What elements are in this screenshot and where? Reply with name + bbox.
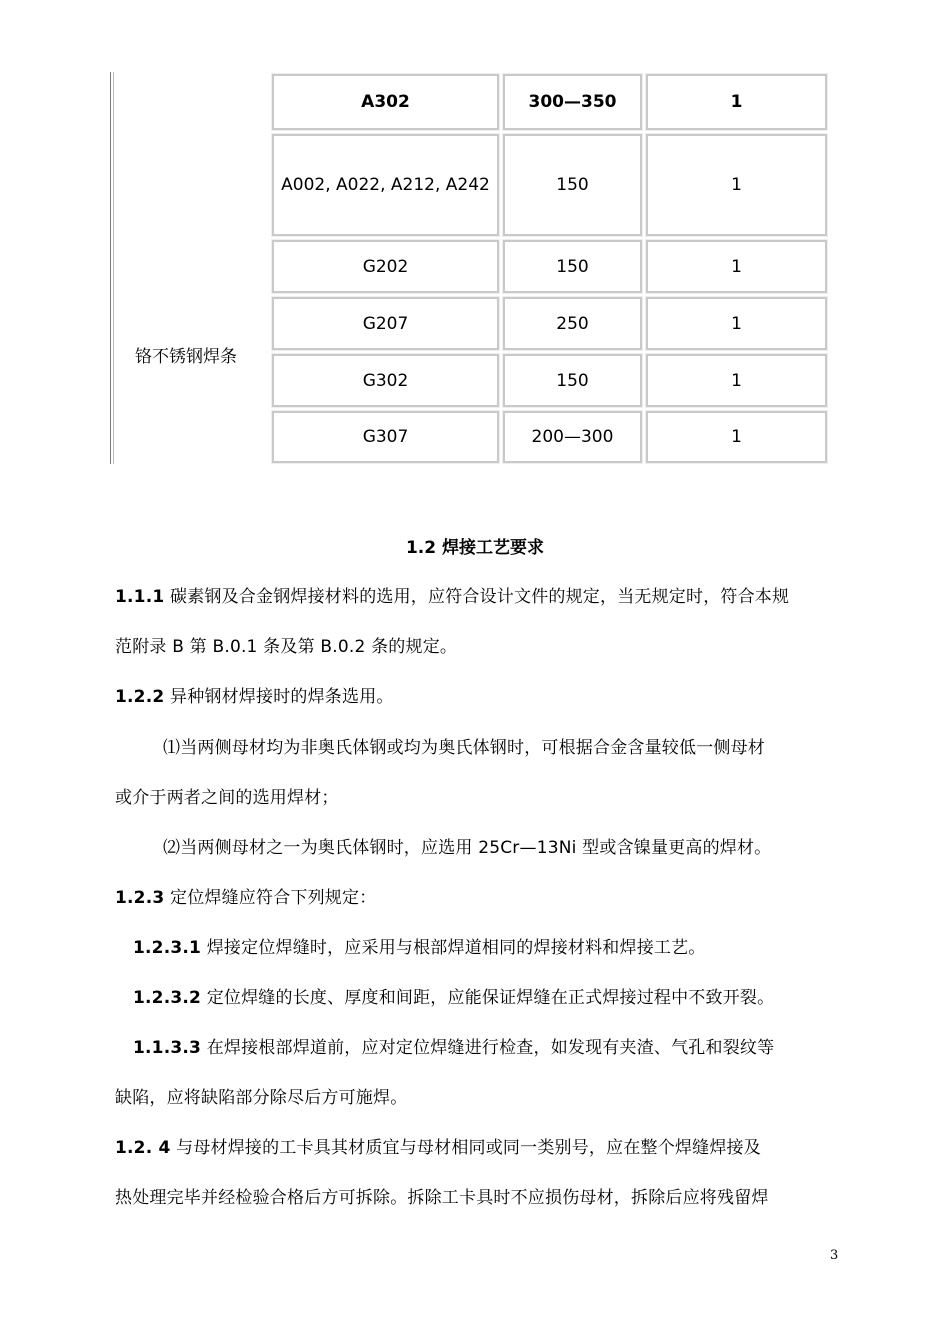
paragraph-line — [115, 883, 376, 908]
clause-number: 1.2.3.2 — [133, 988, 202, 1008]
paragraph-text: 缺陷，应将缺陷部分除尽后方可施焊。 — [115, 1088, 408, 1108]
paragraph-line — [115, 1133, 761, 1158]
table-cell-temp: 150 — [503, 354, 642, 407]
paragraph-line — [163, 733, 765, 758]
clause-number: 1.2. 4 — [115, 1138, 171, 1158]
clause-number: 1.2.3 — [115, 888, 165, 908]
paragraph-line — [133, 1033, 774, 1058]
paragraph-text: 定位焊缝应符合下列规定： — [164, 888, 377, 908]
paragraph-text: 范附录 B 第 B.0.1 条及第 B.0.2 条的规定。 — [115, 637, 458, 657]
paragraph-text: 与母材焊接的工卡具其材质宜与母材相同或同一类别号，应在整个焊缝焊接及 — [170, 1138, 761, 1158]
table-cell-model: G307 — [272, 411, 499, 463]
table-left-border — [110, 72, 114, 464]
clause-number: 1.2.2 — [115, 687, 165, 707]
clause-number: 1.1.3.3 — [133, 1038, 202, 1058]
paragraph-text: ⑴当两侧母材均为非奥氏体钢或均为奥氏体钢时，可根据合金含量较低一侧母材 — [163, 738, 765, 758]
table-cell-model — [272, 134, 499, 236]
paragraph-line — [163, 833, 771, 858]
table-cell-temp: 200—300 — [503, 411, 642, 463]
table-cell-time: 1 — [646, 297, 827, 350]
table-cell-model: G207 — [272, 297, 499, 350]
table-cell-time: 1 — [646, 354, 827, 407]
paragraph-text: 在焊接根部焊道前，应对定位焊缝进行检查，如发现有夹渣、气孔和裂纹等 — [201, 1038, 775, 1058]
paragraph-line — [133, 933, 706, 958]
paragraph-line — [115, 582, 789, 607]
table-cell-time: 1 — [646, 134, 827, 236]
table-cell-temp: 250 — [503, 297, 642, 350]
paragraph-line — [115, 1083, 407, 1108]
table-cell-temp: 150 — [503, 240, 642, 293]
paragraph-text: 异种钢材焊接时的焊条选用。 — [164, 687, 394, 707]
paragraph-line — [115, 1183, 769, 1208]
paragraph-text: 焊接定位焊缝时，应采用与根部焊道相同的焊接材料和焊接工艺。 — [201, 938, 706, 958]
paragraph-text: 热处理完毕并经检验合格后方可拆除。拆除工卡具时不应损伤母材，拆除后应将残留焊 — [115, 1188, 769, 1208]
paragraph-line — [133, 983, 774, 1008]
table-cell-temp: 300—350 — [503, 74, 642, 130]
paragraph-text: ⑵当两侧母材之一为奥氏体钢时，应选用 25Cr—13Ni 型或含镍量更高的焊材。 — [163, 838, 772, 858]
table-cell-temp: 150 — [503, 134, 642, 236]
page-number: 3 — [830, 1248, 839, 1263]
table-cell-time: 1 — [646, 240, 827, 293]
table-cell-time: 1 — [646, 411, 827, 463]
paragraph-text: 定位焊缝的长度、厚度和间距，应能保证焊缝在正式焊接过程中不致开裂。 — [201, 988, 775, 1008]
table-cell-model-text: A002, A022, A212, A242 — [281, 175, 490, 195]
paragraph-line — [115, 783, 339, 808]
paragraph-line — [115, 632, 457, 657]
table-cell-model: G302 — [272, 354, 499, 407]
paragraph-text: 碳素钢及合金钢焊接材料的选用，应符合设计文件的规定，当无规定时，符合本规 — [164, 587, 790, 607]
paragraph-text: 或介于两者之间的选用焊材； — [115, 788, 339, 808]
table-cell-model: A302 — [272, 74, 499, 130]
clause-number: 1.1.1 — [115, 587, 165, 607]
paragraph-line — [115, 682, 394, 707]
section-heading: 1.2 焊接工艺要求 — [405, 538, 545, 558]
clause-number: 1.2.3.1 — [133, 938, 202, 958]
table-category-label: 铬不锈钢焊条 — [135, 347, 237, 367]
table-cell-time: 1 — [646, 74, 827, 130]
table-cell-model: G202 — [272, 240, 499, 293]
